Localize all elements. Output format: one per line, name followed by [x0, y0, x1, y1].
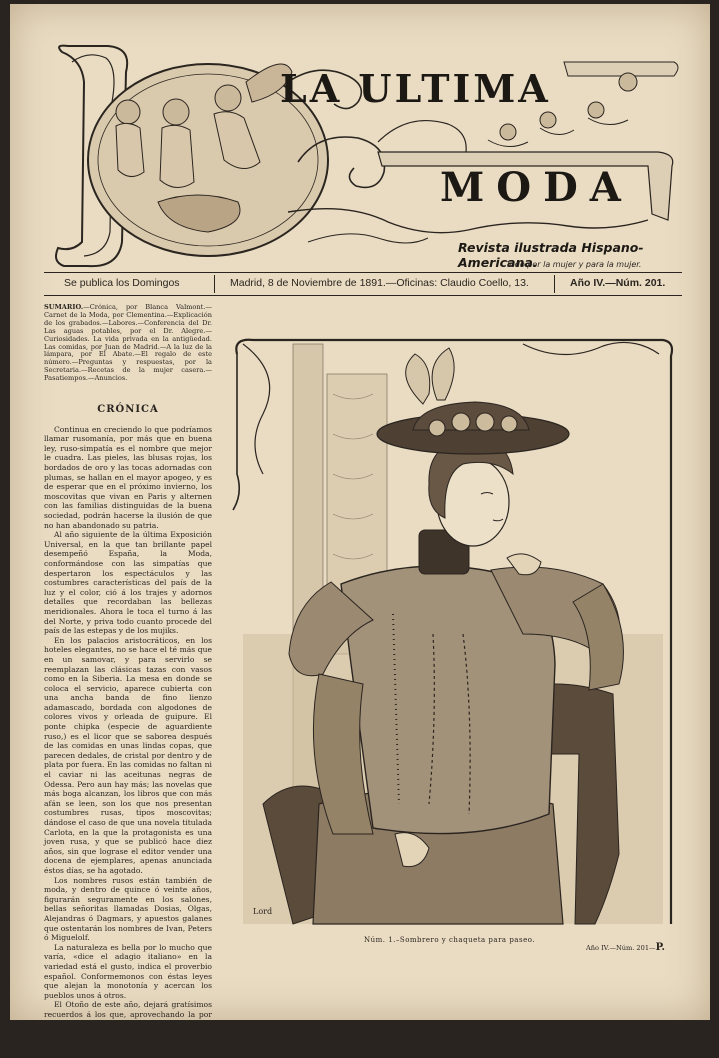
dateline: Madrid, 8 de Noviembre de 1891.—Oficinas: Claudio Coello, 13. [230, 277, 529, 289]
issue-number: Año IV.—Núm. 201. [570, 277, 666, 289]
fashion-plate-engraving [223, 334, 683, 934]
newspaper-page [10, 4, 710, 1058]
article-paragraph: La naturaleza es bella por lo mucho que varía, «dice el adagio italiano» en la variedad está el gusto, indica el proverbio español. Conformemonos con éstas leyes que alejan la monotonía y acercan los pueblos unos á otros. [44, 942, 212, 1000]
footer-issue: Año IV.—Núm. 201— [586, 944, 656, 952]
page-footer [586, 942, 665, 953]
divider [214, 275, 215, 293]
article-paragraph: Los nombres rusos están también de moda, y dentro de quince ó veinte años, figurarán seguramente en los salones, bellas señoritas llamadas Dosias, Olgas, Alejandras ó Dagmars, y apuestos galanes que ostentarán los nombres de Ivan, Peters ó Miguelolf. [44, 875, 212, 943]
fashion-illustration [223, 334, 683, 934]
article-paragraph: El Otoño de este año, dejará gratísimos recuerdos á los que, aprovechando la por lo general agradabilísima temperatura con que nos ha favorecido, han podido prolongar su estancia en el campo, disfrutando [44, 1000, 212, 1058]
masthead [48, 42, 680, 274]
publication-schedule: Se publica los Domingos [64, 277, 180, 289]
masthead-subtitle: Revista ilustrada Hispano-Americana. [458, 240, 644, 270]
artist-signature: Lord [253, 907, 273, 916]
illustration-caption: Núm. 1.–Sombrero y chaqueta para paseo. [364, 936, 536, 944]
sumario [44, 304, 212, 383]
text-column [44, 304, 212, 1058]
article-paragraph: Al año siguiente de la última Exposición Universal, en la que tan brillante papel desempeñó España, la Moda, conformándose con las simpatías que despertaron los espectáculos y las costumbres características del país de la luz y el color, ció á los trajes y adornos detalles que recordaban las bellezas meridionales. Ahora le toca el turno á las del Norte, y priva todo cuanto procede del país de las estepas y de los mujiks. [44, 530, 212, 636]
masthead-title-line2: MODA [440, 164, 633, 211]
divider [554, 275, 555, 293]
info-bar [44, 272, 682, 296]
masthead-title-line1: LA ULTIMA [280, 66, 551, 111]
article-paragraph: Continua en creciendo lo que podríamos llamar rusomanía, por más que en buena ley, ruso-simpatía es el nombre que mejor le cuadra. Las pieles, las blusas rojas, los bordados de oro y las tocas adornadas con plumas, se hallan en el mayor apogeo, y es de esperar que en el próximo invierno, los moscovitas que vivan en Paris y alternen con las familias distinguidas de la buena sociedad, podrán hacerse la ilusión de que no han abandonado su patria. [44, 424, 212, 530]
sumario-label: SUMARIO. [44, 303, 84, 311]
sumario-text: —Crónica, por Blanca Valmont.—Carnet de la Moda, por Clementina.—Explicación de los grabados.—Labores.—Conferencia del Dr. Las aguas potables, por el Dr. Alegre.—Curiosidades. La vida privada en la antigüedad. Las comidas, por Juan de Madrid.—A la luz de la lámpara, por El Abate.—El regalo de este número.—Preguntas y respuestas, por la Secretaria.—Recetas de la mujer casera.—Pasatiempos.—Anuncios. [44, 303, 212, 383]
article-heading: CRÓNICA [97, 404, 159, 416]
article-paragraph: En los palacios aristocráticos, en los hoteles elegantes, no se hace el té más que en un samovar, y para servirlo se reemplazan las clásicas tazas con vasos como en la Siberia. La mesa en donde se coloca el servicio, aparece cubierta con una ancha banda de fino lienzo adamascado, bordada con algodones de colores vivos y orleada de guipure. El ponte chipka (especie de aguardiente ruso,) es el licor que se saborea después de las comidas en unas lindas copas, que parecen dedales, de cristal por dentro y de plata por fuera. En las comidas no faltan ni el caviar ni las aceitunas negras de Odessa. Pero aun hay más; las novelas que más boga alcanzan, los libros que con más afán se leen, son los que nos presentan costumbres rusas, tipos moscovitas; dándose el caso de que una novela titulada Carlota, en la que la protagonista es una joven rusa, y que se publicó hace diez años, sin que lograse el editor vender una docena de ejemplares, apenas anunciada éstos días, se ha agotado. [44, 635, 212, 875]
masthead-motto: Todo por la mujer y para la mujer. [506, 260, 642, 269]
footer-letter: P. [655, 942, 665, 953]
